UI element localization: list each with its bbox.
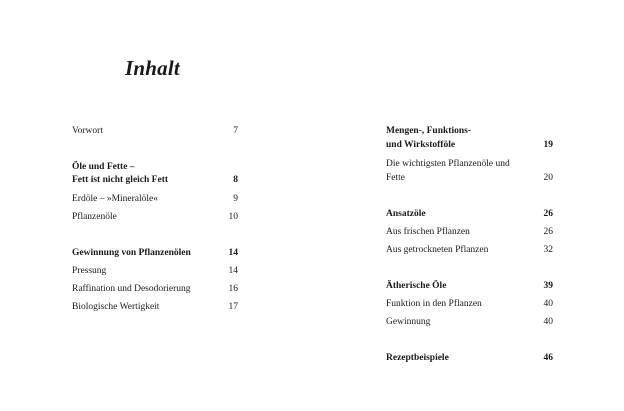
toc-entry-page: 26 bbox=[543, 227, 553, 237]
toc-entry-label-line: Mengen-, Funktions- bbox=[386, 126, 471, 136]
toc-entry-page: 10 bbox=[228, 212, 238, 222]
toc-entry-label: Raffination und Desodorierung bbox=[72, 284, 191, 294]
toc-entry-aus-frischen-pflanzen[interactable] bbox=[386, 226, 553, 239]
toc-entry-label: Rezeptbeispiele bbox=[386, 353, 449, 363]
toc-entry-funktion-in-den-pflanzen[interactable] bbox=[386, 298, 553, 311]
toc-entry-label-line: Die wichtigsten Pflanzenöle und bbox=[386, 159, 510, 169]
toc-entry-label-line: Öle und Fette – bbox=[72, 162, 135, 172]
toc-entry-pressung[interactable] bbox=[72, 265, 238, 278]
toc-entry-label: Gewinnung von Pflanzenölen bbox=[72, 248, 191, 258]
toc-entry-page: 40 bbox=[543, 317, 553, 327]
toc-entry-oele-und-fette[interactable] bbox=[72, 161, 238, 187]
toc-entry-vorwort[interactable] bbox=[72, 125, 238, 138]
toc-entry-label-line: und Wirkstofföle bbox=[386, 140, 456, 150]
toc-entry-page: 19 bbox=[543, 140, 553, 150]
toc-entry-label bbox=[386, 158, 510, 185]
toc-entry-label: Pflanzenöle bbox=[72, 212, 117, 222]
toc-entry-label: Aus frischen Pflanzen bbox=[386, 227, 470, 237]
toc-entry-label: Pressung bbox=[72, 266, 107, 276]
page-title: Inhalt bbox=[125, 56, 180, 80]
toc-entry-page: 46 bbox=[543, 353, 553, 363]
toc-entry-pflanzenoele[interactable] bbox=[72, 211, 238, 224]
toc-entry-label: Ätherische Öle bbox=[386, 281, 447, 291]
toc-entry-label bbox=[72, 161, 168, 187]
toc-entry-mengen-funktions-wirkstoffoele[interactable] bbox=[386, 125, 553, 152]
toc-entry-label bbox=[386, 125, 471, 152]
toc-entry-aetherische-oele[interactable] bbox=[386, 280, 553, 293]
toc-entry-page: 9 bbox=[233, 194, 238, 204]
toc-entry-page: 16 bbox=[228, 284, 238, 294]
toc-entry-label: Erdöle – »Mineralöle« bbox=[72, 194, 159, 204]
toc-entry-page: 14 bbox=[228, 248, 238, 258]
toc-entry-label: Vorwort bbox=[72, 126, 103, 136]
toc-entry-aus-getrockneten-pflanzen[interactable] bbox=[386, 244, 553, 257]
toc-entry-label: Funktion in den Pflanzen bbox=[386, 299, 482, 309]
toc-entry-gewinnung-von-pflanzenoelen[interactable] bbox=[72, 247, 238, 260]
toc-entry-gewinnung[interactable] bbox=[386, 316, 553, 329]
toc-entry-page: 39 bbox=[543, 281, 553, 291]
toc-entry-ansatzoele[interactable] bbox=[386, 208, 553, 221]
toc-entry-page: 17 bbox=[228, 302, 238, 312]
toc-entry-raffination[interactable] bbox=[72, 283, 238, 296]
toc-entry-erdoele[interactable] bbox=[72, 193, 238, 206]
toc-entry-label-line: Fett ist nicht gleich Fett bbox=[72, 175, 169, 185]
toc-entry-page: 14 bbox=[228, 266, 238, 276]
toc-entry-page: 26 bbox=[543, 209, 553, 219]
toc-entry-page: 20 bbox=[543, 173, 553, 183]
toc-entry-page: 32 bbox=[543, 245, 553, 255]
toc-entry-label: Gewinnung bbox=[386, 317, 431, 327]
toc-entry-page: 8 bbox=[233, 175, 238, 185]
toc-entry-label-line: Fette bbox=[386, 173, 405, 183]
toc-entry-page: 7 bbox=[233, 126, 238, 136]
toc-entry-page: 40 bbox=[543, 299, 553, 309]
toc-entry-biologische-wertigkeit[interactable] bbox=[72, 301, 238, 314]
toc-entry-label: Biologische Wertigkeit bbox=[72, 302, 160, 312]
toc-entry-wichtigste-pflanzenoele[interactable] bbox=[386, 158, 553, 185]
toc-entry-label: Ansatzöle bbox=[386, 209, 426, 219]
toc-entry-rezeptbeispiele[interactable] bbox=[386, 352, 553, 365]
toc-entry-label: Aus getrockneten Pflanzen bbox=[386, 245, 489, 255]
